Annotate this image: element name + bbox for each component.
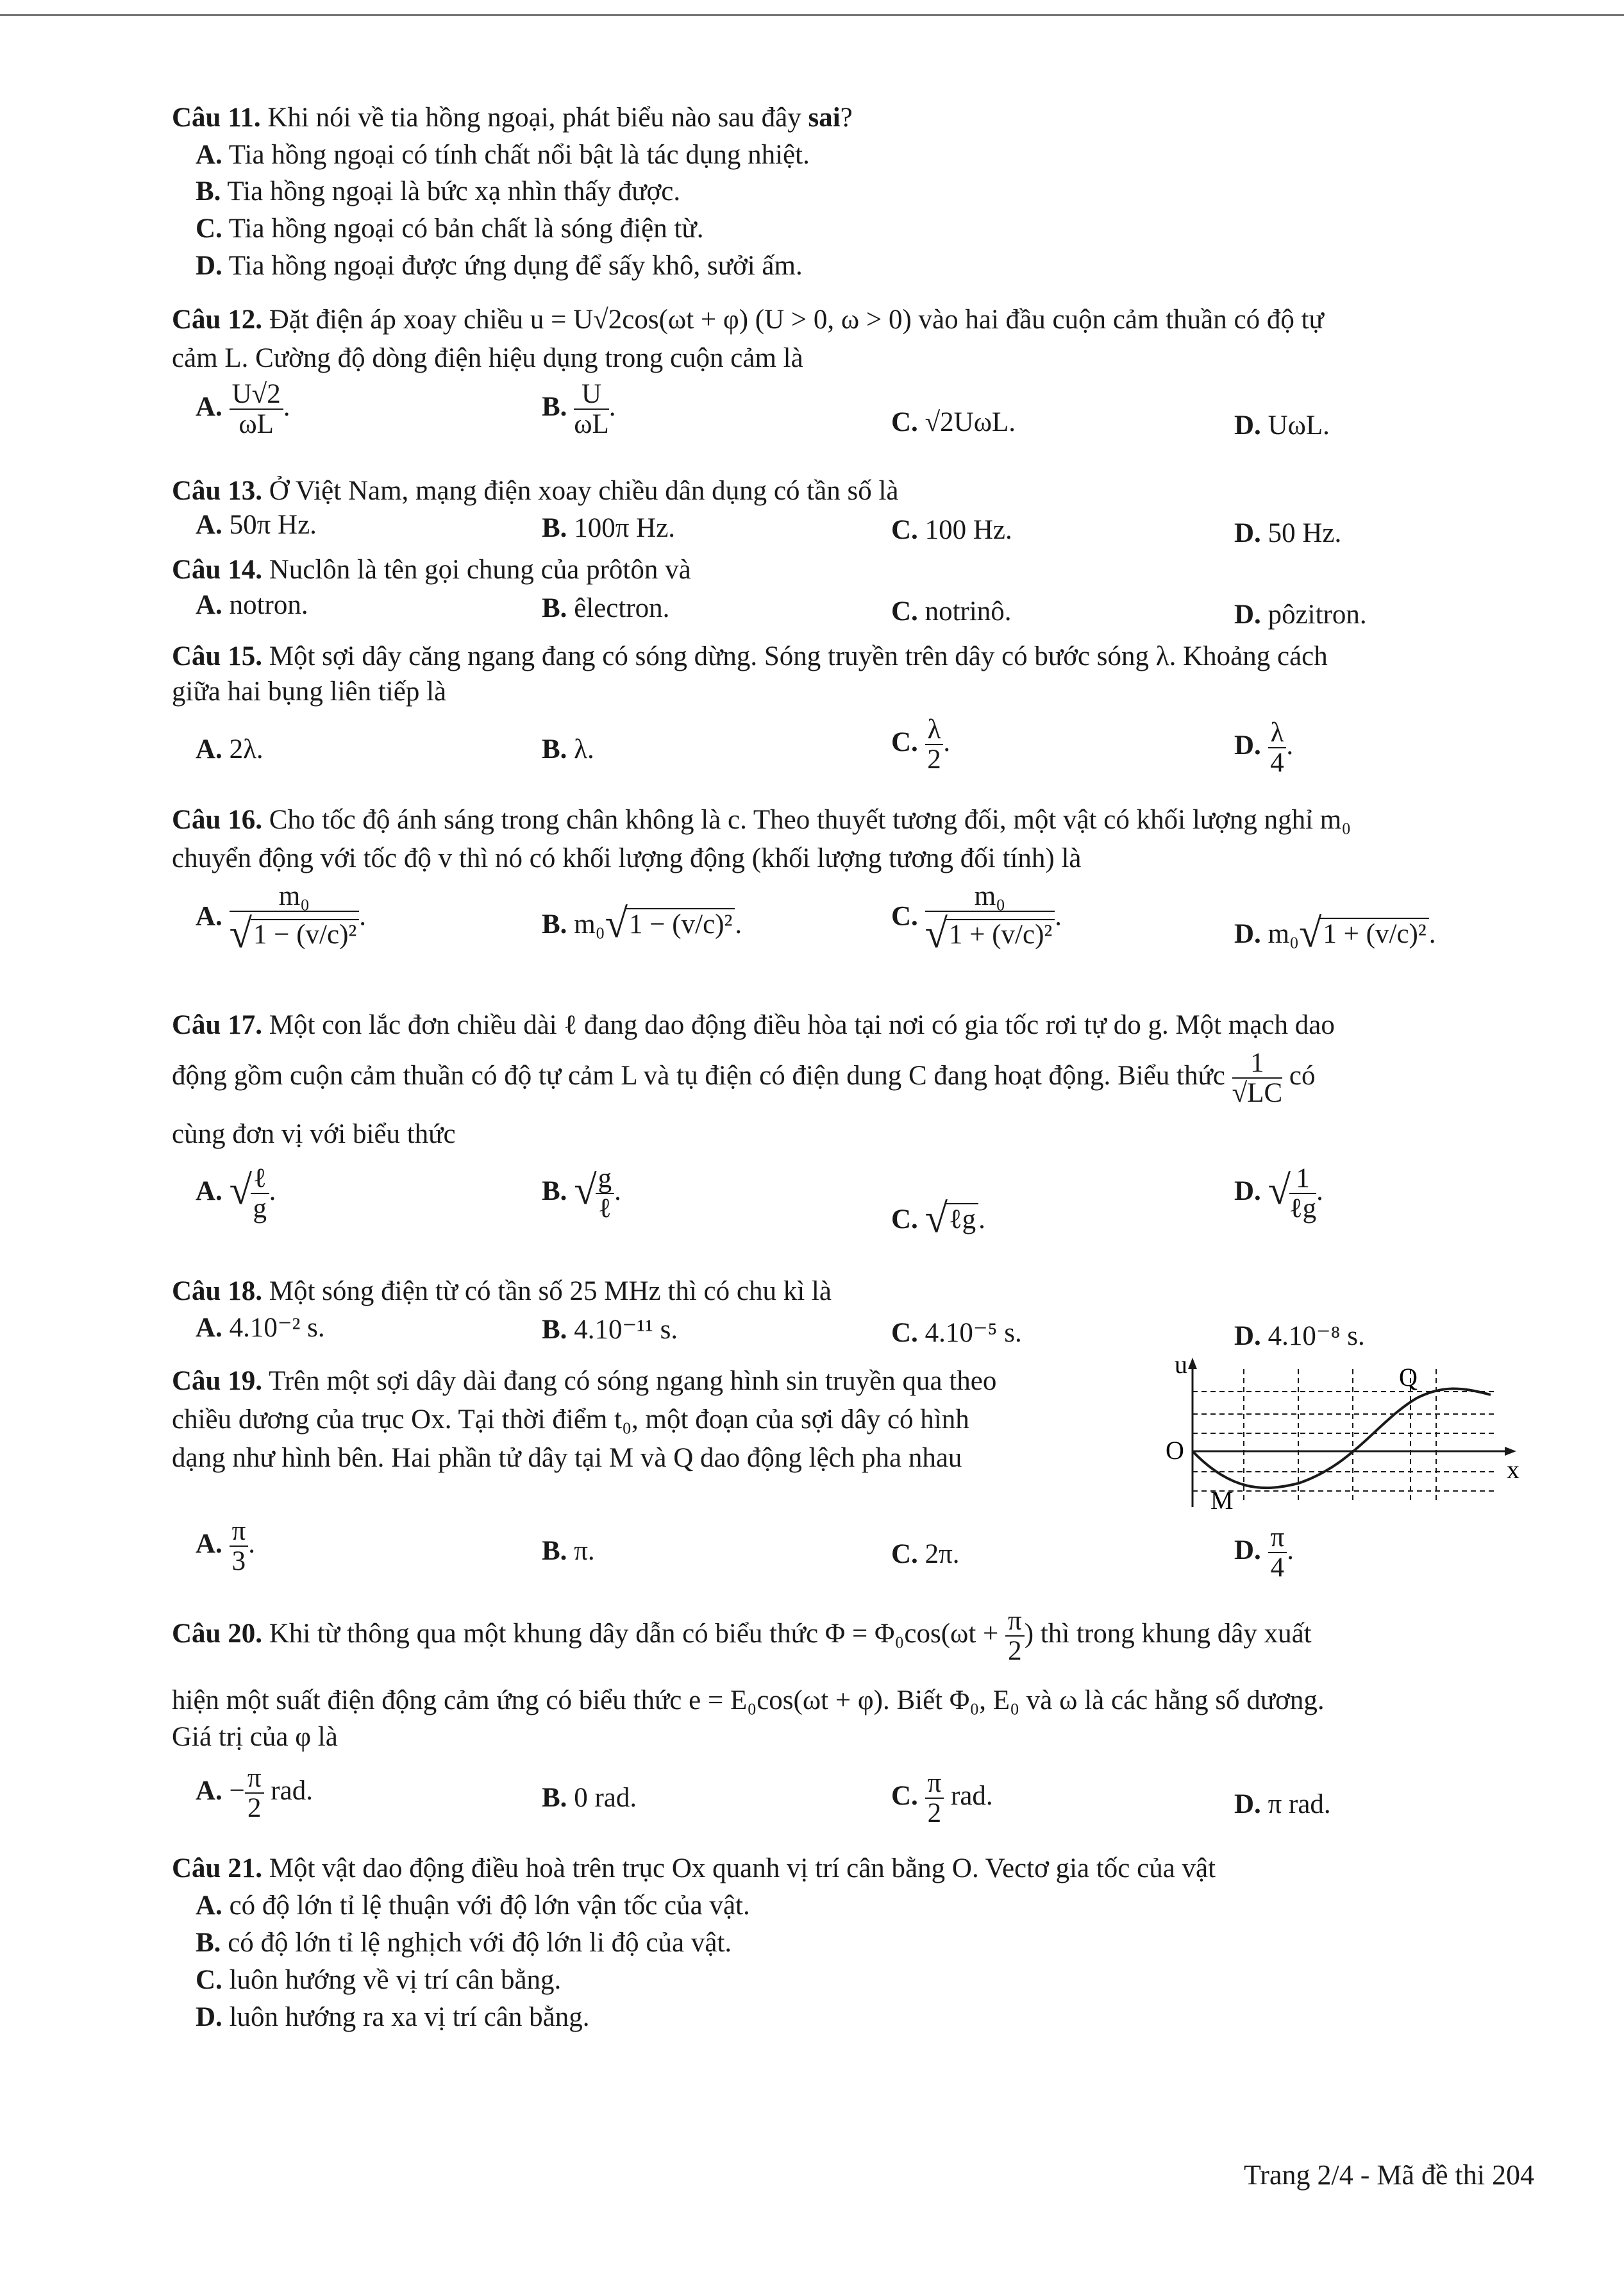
q20-stem-line3: Giá trị của φ là [172, 1722, 338, 1752]
q21-option-b[interactable]: B. có độ lớn tỉ lệ nghịch với độ lớn li độ của vật. [196, 1928, 732, 1958]
q19-stem-line3: dạng như hình bên. Hai phần tử dây tại M và Q dao động lệch pha nhau [172, 1443, 962, 1473]
q17-option-a[interactable]: A. √ $\frac{\text{ℓ}}{g}$ . [196, 1163, 276, 1224]
q19-wave-figure [1160, 1356, 1526, 1520]
q16-option-b[interactable]: B. m₀√1 − (v/c)². [542, 900, 742, 946]
q20-stem-line1: Câu 20. Khi từ thông qua một khung dây dẫn có biểu thức Φ = Φ₀cos(ωt + $\frac{\pi}{2}$ ) thì trong khung dây xuất [172, 1606, 1312, 1667]
top-rule [0, 14, 1624, 16]
q17-option-d[interactable]: D. √ $\frac{1}{\text{ℓg}}$ . [1234, 1163, 1323, 1224]
q20-option-d[interactable]: D. π rad. [1234, 1789, 1331, 1819]
q19-option-d[interactable]: D. $\frac{\pi}{4}$ . [1234, 1522, 1294, 1583]
q18-option-a[interactable]: A. 4.10⁻² s. [196, 1313, 325, 1343]
wave-curve [1193, 1388, 1491, 1488]
q17-option-c[interactable]: C. √ℓg. [891, 1195, 985, 1241]
q20-option-a[interactable]: A. − $\frac{\pi}{2}$ rad. [196, 1763, 313, 1824]
x-axis-arrow [1505, 1447, 1516, 1456]
q19-stem-line2: chiều dương của trục Ox. Tại thời điểm t₀, một đoạn của sợi dây có hình [172, 1404, 969, 1435]
q12-stem-line2: cảm L. Cường độ dòng điện hiệu dụng trong cuộn cảm là [172, 343, 803, 373]
q18-option-d[interactable]: D. 4.10⁻⁸ s. [1234, 1321, 1365, 1351]
q11-option-c[interactable]: C. Tia hồng ngoại có bản chất là sóng điện từ. [196, 214, 704, 244]
q11-stem: Câu 11. Khi nói về tia hồng ngoại, phát biểu nào sau đây sai? [172, 103, 853, 133]
q21-option-c[interactable]: C. luôn hướng về vị trí cân bằng. [196, 1965, 562, 1995]
q13-stem: Câu 13. Ở Việt Nam, mạng điện xoay chiều dân dụng có tần số là [172, 476, 899, 506]
q20-option-c[interactable]: C. $\frac{\pi}{2}$ rad. [891, 1768, 993, 1829]
q21-option-d[interactable]: D. luôn hướng ra xa vị trí cân bằng. [196, 2002, 590, 2032]
u-axis-arrow [1188, 1358, 1197, 1369]
q14-option-a[interactable]: A. notron. [196, 590, 308, 620]
q17-option-b[interactable]: B. √ $\frac{g}{\text{ℓ}}$ . [542, 1163, 621, 1224]
q14-option-c[interactable]: C. notrinô. [891, 596, 1012, 627]
q14-option-b[interactable]: B. êlectron. [542, 593, 670, 623]
point-q-label: Q [1399, 1363, 1418, 1392]
q18-option-b[interactable]: B. 4.10⁻¹¹ s. [542, 1315, 678, 1345]
q12-option-b[interactable]: B. $\frac{U}{\omega L}$ . [542, 379, 616, 440]
q14-option-d[interactable]: D. pôzitron. [1234, 600, 1367, 630]
q18-option-c[interactable]: C. 4.10⁻⁵ s. [891, 1318, 1022, 1348]
q15-option-b[interactable]: B. λ. [542, 734, 594, 764]
q19-stem-line1: Câu 19. Trên một sợi dây dài đang có sóng ngang hình sin truyền qua theo [172, 1366, 997, 1396]
q12-option-a[interactable]: A. $\frac{U√2}{\omega L}$ . [196, 379, 290, 440]
q12-option-d[interactable]: D. UωL. [1234, 410, 1330, 441]
origin-label: O [1166, 1436, 1184, 1465]
q19-option-a[interactable]: A. $\frac{\pi}{3}$ . [196, 1516, 256, 1577]
q12-stem-line1: Câu 12. Đặt điện áp xoay chiều u = U√2cos(ωt + φ) (U > 0, ω > 0) vào hai đầu cuộn cảm thuần có độ tự [172, 305, 1324, 335]
q19-option-c[interactable]: C. 2π. [891, 1539, 960, 1569]
q15-option-c[interactable]: C. $\frac{\lambda}{2}$ . [891, 714, 951, 775]
q19-option-b[interactable]: B. π. [542, 1536, 595, 1566]
q11-number: Câu 11. [172, 103, 261, 133]
q13-option-c[interactable]: C. 100 Hz. [891, 515, 1012, 545]
q11-option-b[interactable]: B. Tia hồng ngoại là bức xạ nhìn thấy được. [196, 176, 681, 206]
q15-stem-line2: giữa hai bụng liên tiếp là [172, 677, 447, 707]
q21-option-a[interactable]: A. có độ lớn tỉ lệ thuận với độ lớn vận tốc của vật. [196, 1891, 750, 1921]
q15-option-d[interactable]: D. $\frac{\lambda}{4}$ . [1234, 718, 1294, 779]
q16-option-d[interactable]: D. m₀√1 + (v/c)². [1234, 910, 1436, 956]
q12-option-c[interactable]: C. √2UωL. [891, 407, 1016, 437]
q11-option-d[interactable]: D. Tia hồng ngoại được ứng dụng để sấy khô, sưởi ấm. [196, 251, 803, 281]
q13-option-b[interactable]: B. 100π Hz. [542, 513, 676, 543]
q17-stem-line2: động gồm cuộn cảm thuần có độ tự cảm L và tụ điện có điện dung C đang hoạt động. Biểu thức $\frac{1}{√LC}$ có [172, 1048, 1316, 1109]
q17-stem-line1: Câu 17. Một con lắc đơn chiều dài ℓ đang dao động điều hòa tại nơi có gia tốc rơi tự do g. Một mạch dao [172, 1010, 1335, 1040]
q13-option-d[interactable]: D. 50 Hz. [1234, 518, 1342, 548]
q15-stem-line1: Câu 15. Một sợi dây căng ngang đang có sóng dừng. Sóng truyền trên dây có bước sóng λ. Khoảng cách [172, 641, 1328, 671]
page-footer: Trang 2/4 - Mã đề thi 204 [1243, 2159, 1534, 2191]
x-axis-label: x [1507, 1455, 1519, 1484]
q18-stem: Câu 18. Một sóng điện từ có tần số 25 MHz thì có chu kì là [172, 1276, 832, 1306]
u-axis-label: u [1175, 1356, 1187, 1379]
point-m-label: M [1210, 1486, 1234, 1515]
q11-option-a[interactable]: A. Tia hồng ngoại có tính chất nổi bật là tác dụng nhiệt. [196, 140, 810, 170]
q16-stem-line1: Câu 16. Cho tốc độ ánh sáng trong chân không là c. Theo thuyết tương đối, một vật có khối lượng nghỉ m₀ [172, 805, 1352, 835]
q14-stem: Câu 14. Nuclôn là tên gọi chung của prôtôn và [172, 555, 691, 585]
q15-option-a[interactable]: A. 2λ. [196, 734, 264, 764]
q16-stem-line2: chuyển động với tốc độ v thì nó có khối lượng động (khối lượng tương đối tính) là [172, 843, 1082, 873]
q17-stem-line3: cùng đơn vị với biểu thức [172, 1119, 456, 1149]
q16-option-c[interactable]: C. $\frac{\text{m₀}}{\text{√1 + (v/c)²}}$ . [891, 881, 1062, 957]
q20-option-b[interactable]: B. 0 rad. [542, 1783, 637, 1813]
q20-stem-line2: hiện một suất điện động cảm ứng có biểu thức e = E₀cos(ωt + φ). Biết Φ₀, E₀ và ω là các hằng số dương. [172, 1685, 1325, 1715]
q13-option-a[interactable]: A. 50π Hz. [196, 510, 317, 540]
q16-option-a[interactable]: A. $\frac{\text{m₀}}{\text{√1 − (v/c)²}}$ . [196, 881, 367, 957]
q21-stem: Câu 21. Một vật dao động điều hoà trên trục Ox quanh vị trí cân bằng O. Vectơ gia tốc của vật [172, 1853, 1216, 1883]
